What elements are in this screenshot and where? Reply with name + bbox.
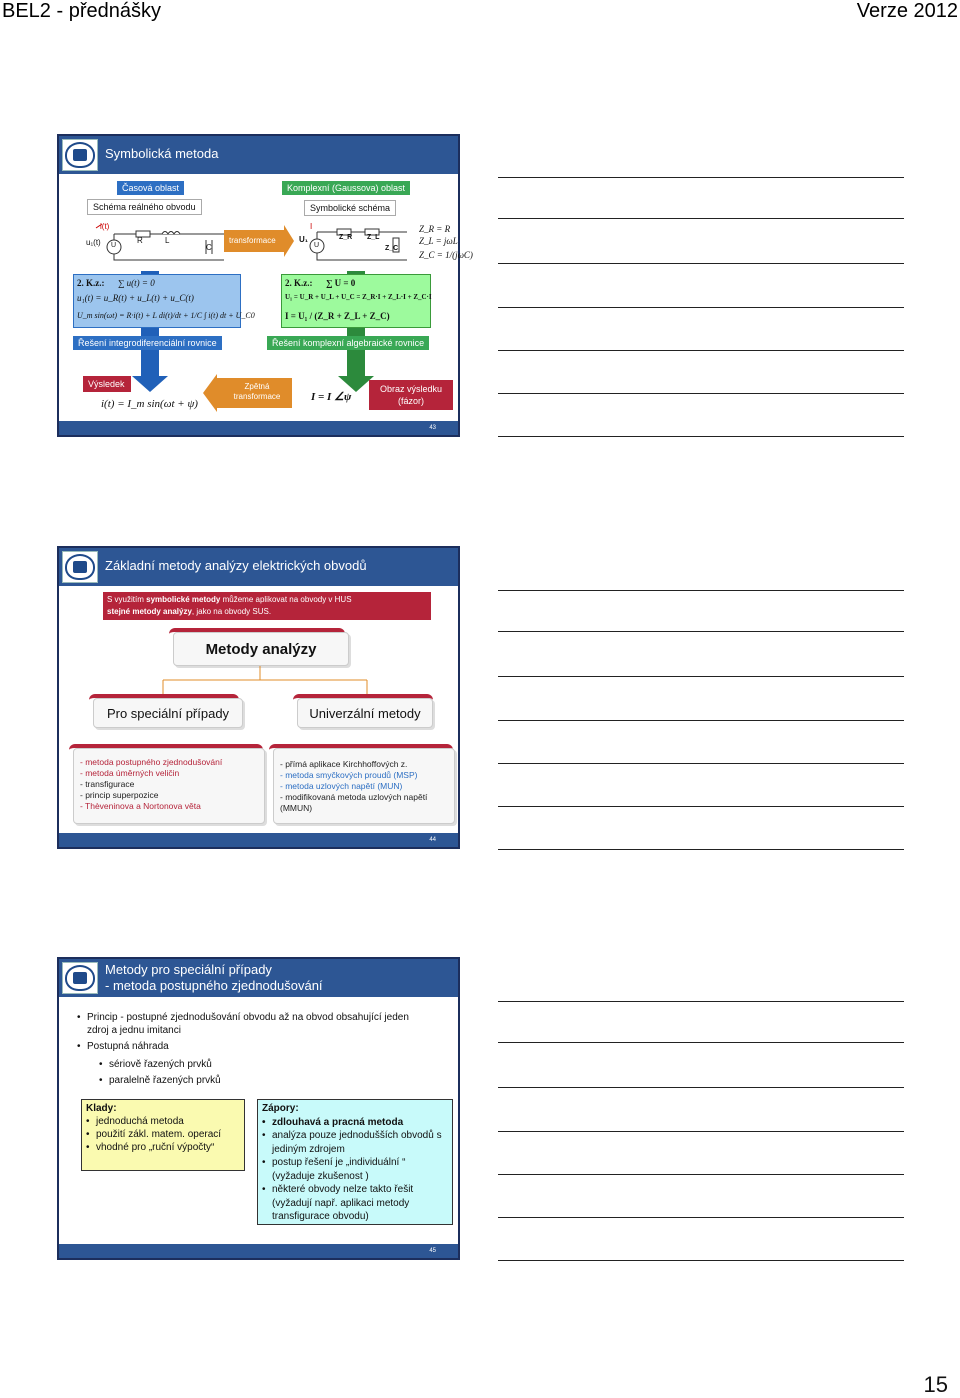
phasor-result-label: Obraz výsledku (fázor) xyxy=(369,380,453,410)
time-kz-label: 2. K.z.: xyxy=(77,278,105,288)
special-item: - metoda postupného zjednodušování xyxy=(80,757,223,767)
special-item: - metoda úměrných veličin xyxy=(80,768,180,778)
bullet-item: • Princip - postupné zjednodušování obvodu až na obvod obsahující jeden zdroj a jednu imitanci xyxy=(77,1011,427,1037)
page-header-title: BEL2 - přednášky xyxy=(2,0,161,22)
impedance-zc: Z_C = 1/(jωC) xyxy=(419,250,473,260)
universal-item: - metoda smyčkových proudů (MSP) xyxy=(280,770,418,780)
universal-item: - modifikovaná metoda uzlových napětí (MMUN) xyxy=(280,792,428,813)
slide-title-line2: - metoda postupného zjednodušování xyxy=(105,978,323,993)
principle-bullets xyxy=(77,1011,427,1053)
pros-item: • vhodné pro „ruční výpočty“ xyxy=(86,1141,240,1154)
special-cases-node: Pro speciální případy xyxy=(93,698,243,728)
symbolic-zl-label: Z_L xyxy=(367,234,380,241)
universal-item: - přímá aplikace Kirchhoffových z. xyxy=(280,759,408,769)
pros-box xyxy=(81,1099,245,1171)
cons-box xyxy=(257,1099,453,1225)
slide-title: Symbolická metoda xyxy=(105,146,219,161)
university-logo-icon xyxy=(62,962,98,994)
special-item: - princip superpozice xyxy=(80,790,159,800)
note-emphasis-1: symbolické metody xyxy=(146,595,221,604)
back-transform-label: Zpětná transformace xyxy=(233,382,281,401)
sub-bullet-item: • sériově řazených prvků xyxy=(99,1057,221,1073)
cons-item: • postup řešení je „individuální “ (vyžaduje zkušenost ) xyxy=(262,1156,448,1183)
pros-item: • jednoduchá metoda xyxy=(86,1115,240,1128)
time-kvl-equation: u₁(t) = u_R(t) + u_L(t) + u_C(t) xyxy=(77,293,194,303)
complex-kz-sum: ∑ U = 0 xyxy=(326,278,356,288)
transform-label: transformace xyxy=(229,236,276,245)
slide-title xyxy=(105,962,323,994)
universal-item: - metoda uzlových napětí (MUN) xyxy=(280,781,403,791)
time-down-arrow-head xyxy=(132,376,168,392)
page-header-version: Verze 2012 xyxy=(856,0,958,22)
slide-number: 43 xyxy=(59,421,458,435)
complex-equation-box xyxy=(281,274,431,328)
symbolic-source-symbol: U xyxy=(314,242,320,249)
result-equation: i(t) = I_m sin(ωt + ψ) xyxy=(101,398,198,410)
university-logo-icon xyxy=(62,551,98,583)
circuit-capacitor-label: C xyxy=(206,243,212,252)
slide-basic-methods xyxy=(57,546,460,849)
slide-header xyxy=(59,136,458,174)
cons-title: Zápory: xyxy=(262,1103,299,1114)
cons-item: • některé obvody nelze takto řešit (vyžadují např. aplikaci metody transfigurace obvodu) xyxy=(262,1183,448,1224)
bullet-item: • Postupná náhrada xyxy=(77,1040,427,1053)
symbolic-source-label: U₁ xyxy=(299,235,309,244)
pros-item: • použití zákl. matem. operací xyxy=(86,1128,240,1141)
circuit-resistor-label: R xyxy=(137,236,143,245)
note-text-2: můžeme aplikovat na obvody v HUS xyxy=(220,595,352,604)
universal-methods-node: Univerzální metody xyxy=(297,698,433,728)
symbolic-method-note xyxy=(103,592,431,620)
slide-title-line1: Metody pro speciální případy xyxy=(105,962,272,977)
real-circuit-label: Schéma reálného obvodu xyxy=(87,199,202,215)
slide-title: Základní metody analýzy elektrických obvodů xyxy=(105,558,367,573)
circuit-current-label: i(t) xyxy=(100,222,110,231)
cons-item: • zdlouhavá a pracná metoda xyxy=(262,1116,448,1130)
universal-methods-list xyxy=(273,748,455,824)
slide-number: 45 xyxy=(59,1244,458,1258)
time-domain-label: Časová oblast xyxy=(117,181,184,195)
symbolic-scheme-label: Symbolické schéma xyxy=(304,200,396,216)
note-emphasis-2: stejné metody analýzy xyxy=(107,607,192,616)
special-item: - Thèveninova a Nortonova věta xyxy=(80,801,201,811)
sub-bullet-item: • paralelně řazených prvků xyxy=(99,1073,221,1089)
time-equation-box xyxy=(73,274,255,328)
complex-kvl-equation: U₁ = U_R + U_L + U_C = Z_R·I + Z_L·I + Z_C·I xyxy=(285,293,432,301)
result-label: Výsledek xyxy=(83,376,131,392)
slide-symbolic-method xyxy=(57,134,473,437)
circuit-source-symbol: U xyxy=(111,242,117,249)
special-item: - transfigurace xyxy=(80,779,135,789)
time-integro-equation: U_m sin(ωt) = R·i(t) + L di(t)/dt + 1/C ∫ i(t) dt + U_C0 xyxy=(77,311,255,320)
back-transform-arrow-head xyxy=(203,374,217,412)
sub-bullets xyxy=(99,1057,221,1089)
complex-kz-label: 2. K.z.: xyxy=(285,278,313,288)
impedance-zl: Z_L = jωL xyxy=(419,236,458,246)
cons-item: • analýza pouze jednodušších obvodů s jediným zdrojem xyxy=(262,1129,448,1156)
slide-header xyxy=(59,548,458,586)
impedance-zr: Z_R = R xyxy=(419,224,451,234)
circuit-inductor-label: L xyxy=(165,236,170,245)
circuit-source-label: u₁(t) xyxy=(86,238,101,247)
university-logo-icon xyxy=(62,139,98,171)
methods-root: Metody analýzy xyxy=(173,632,349,666)
slide-number: 44 xyxy=(59,833,458,847)
phasor-equation: I = I ∠ψ xyxy=(311,391,352,403)
complex-current-equation: I = U₁ / (Z_R + Z_L + Z_C) xyxy=(285,311,390,321)
complex-domain-label: Komplexní (Gaussova) oblast xyxy=(282,181,410,195)
time-solution-label: Řešení integrodiferenciální rovnice xyxy=(73,336,222,350)
time-kz-sum: ∑ u(t) = 0 xyxy=(118,278,155,288)
symbolic-zc-label: Z_C xyxy=(385,245,399,252)
transform-arrow-head xyxy=(284,225,294,257)
slide-gradual-simplification xyxy=(57,957,460,1260)
symbolic-current-label: I xyxy=(310,222,313,231)
complex-solution-label: Řešení komplexní algebraické rovnice xyxy=(267,336,429,350)
slide-header xyxy=(59,959,458,997)
note-text-1: S využitím xyxy=(107,595,147,604)
note-text-3: , jako na obvody SUS. xyxy=(191,607,272,616)
page-number: 15 xyxy=(923,1372,948,1397)
symbolic-zr-label: Z_R xyxy=(339,234,353,241)
pros-title: Klady: xyxy=(86,1103,117,1114)
special-methods-list xyxy=(73,748,265,824)
